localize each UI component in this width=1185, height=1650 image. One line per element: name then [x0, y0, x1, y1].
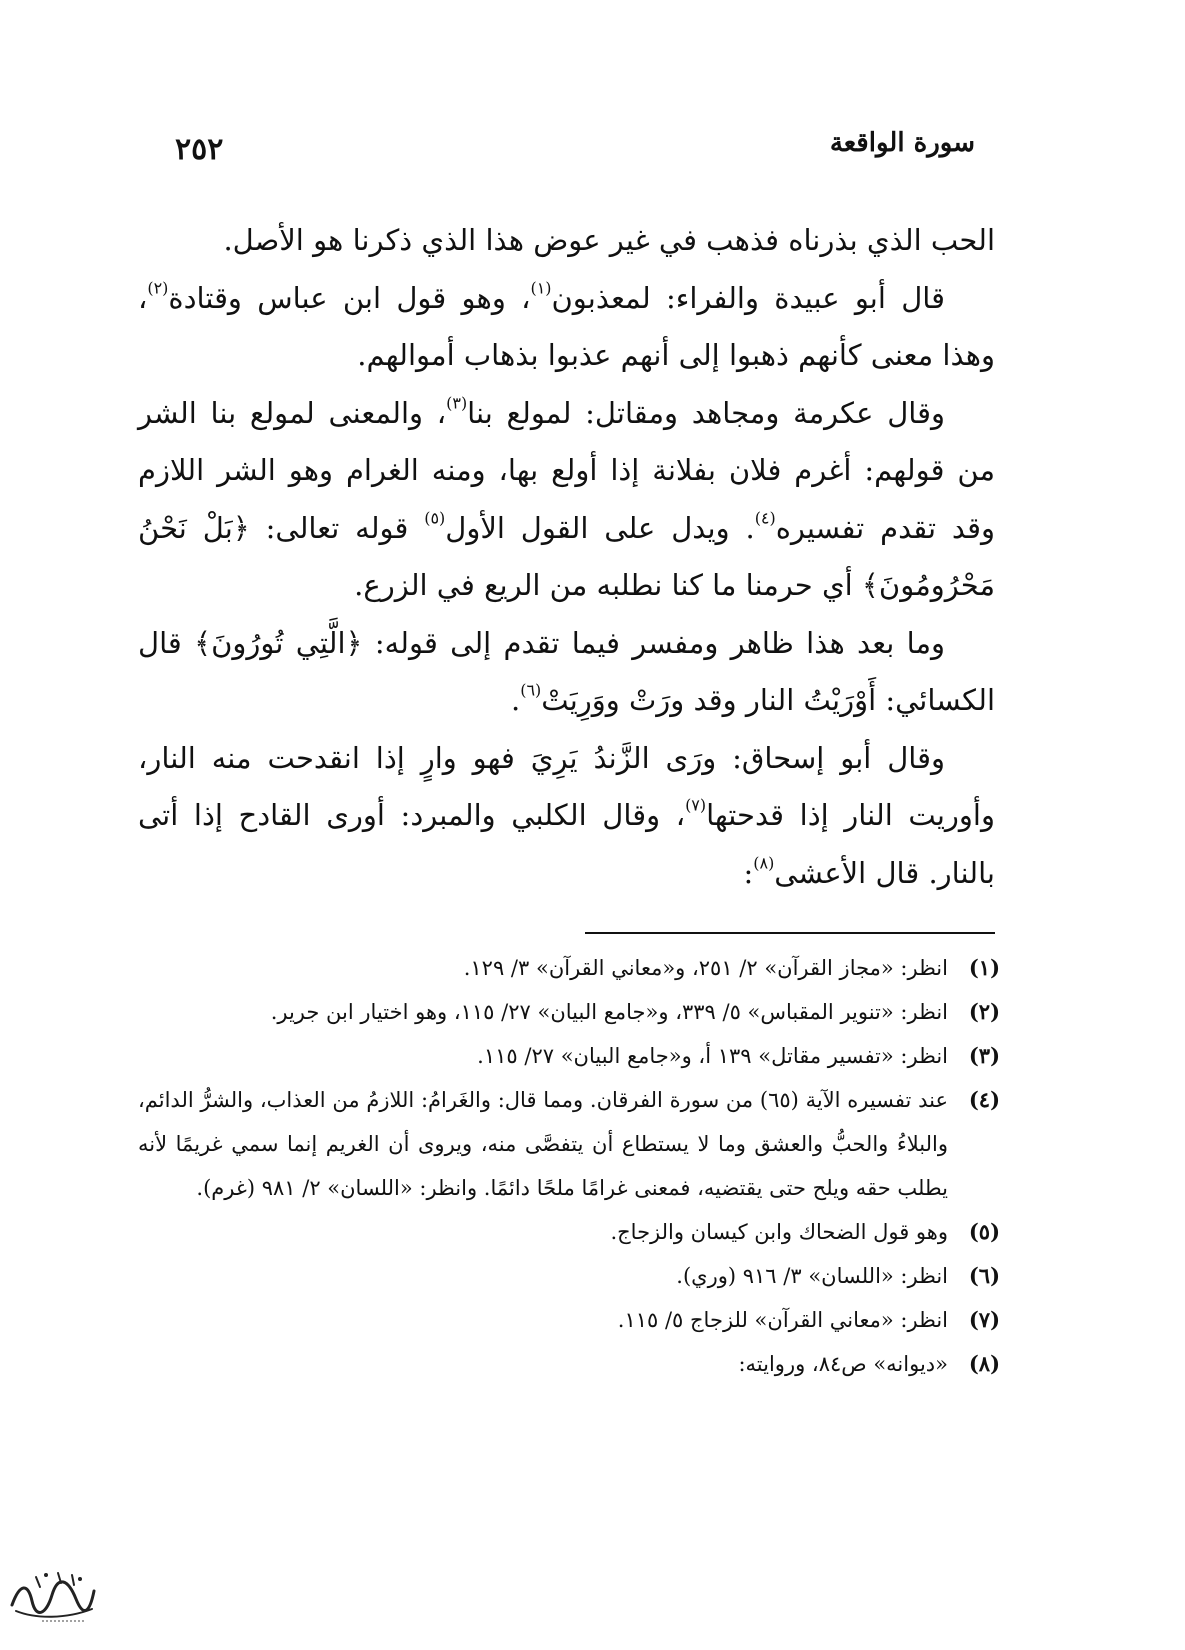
footnote-4: [138, 1078, 1000, 1210]
text-span: ، وهذا معنى كأنهم ذهبوا إلى أنهم عذبوا بذهاب أموالهم.: [138, 280, 995, 372]
footnote-7: [138, 1298, 1000, 1342]
page-header: [175, 112, 975, 172]
paragraph-1: الحب الذي بذرناه فذهب في غير عوض هذا الذي ذكرنا هو الأصل.: [223, 223, 995, 257]
footnote-number: (٤): [968, 1087, 1000, 1112]
paragraph-5: [138, 730, 995, 903]
surah-title: سورة الواقعة: [829, 128, 975, 158]
main-text: [138, 212, 995, 902]
footnote-text: انظر: «مجاز القرآن» ٢/ ٢٥١، و«معاني القرآن» ٣/ ١٢٩.: [463, 956, 948, 980]
footnote-ref-6[interactable]: (٦): [520, 680, 542, 700]
footnote-text: عند تفسيره الآية (٦٥) من سورة الفرقان. ومما قال: والغَرامُ: اللازمُ من العذاب، والشرُّ الدائم، والبلاءُ والحبُّ والعشق وما لا يستطاع أن يتفصَّى منه، ويروى أن الغريم إنما سمي غريمًا لأنه يطلب حقه ويلح حتى يقتضيه، فمعنى غرامًا ملحًا دائمًا. وانظر: «اللسان» ٢/ ٩٨١ (غرم).: [138, 1088, 948, 1200]
footnote-5: [138, 1210, 1000, 1254]
text-span: وقال أبو إسحاق: ورَى الزَّندُ يَرِيَ فهو وارٍ إذا انقدحت منه النار، وأوريت النار إذا قدحتها: [138, 740, 995, 832]
text-span: قوله تعالى: ﴿بَلْ نَحْنُ مَحْرُومُونَ﴾ أي حرمنا ما كنا نطلبه من الريع في الزرع.: [138, 510, 995, 602]
text-span: ، وهو قول ابن عباس وقتادة: [168, 280, 531, 315]
paragraph-3: [138, 385, 995, 615]
footnote-text: انظر: «تنوير المقباس» ٥/ ٣٣٩، و«جامع البيان» ٢٧/ ١١٥، وهو اختيار ابن جرير.: [270, 1000, 948, 1024]
footnote-ref-7[interactable]: (٧): [685, 795, 707, 815]
text-span: . ويدل على القول الأول: [445, 510, 755, 545]
footnote-3: [138, 1034, 1000, 1078]
text-span: ، والمعنى لمولع بنا الشر من قولهم: أغرم فلان بفلانة إذا أولع بها، ومنه الغرام وهو الشر اللازم وقد تقدم تفسيره: [138, 395, 995, 545]
text-span: :: [743, 855, 754, 890]
footnote-ref-5[interactable]: (٥): [424, 508, 446, 528]
footnote-text: «ديوانه» ص٨٤، وروايته:: [738, 1352, 948, 1376]
footnote-separator: [585, 932, 995, 934]
footnote-number: (٧): [968, 1307, 1000, 1332]
paragraph-4: [138, 615, 995, 730]
footnote-6: [138, 1254, 1000, 1298]
footnote-8: [138, 1342, 1000, 1386]
footnote-text: انظر: «تفسير مقاتل» ١٣٩ أ، و«جامع البيان» ٢٧/ ١١٥.: [477, 1044, 948, 1068]
footnote-number: (٨): [968, 1351, 1000, 1376]
footnote-number: (١): [968, 955, 1000, 980]
footnotes: [138, 946, 1000, 1386]
text-span: وما بعد هذا ظاهر ومفسر فيما تقدم إلى قوله: ﴿الَّتِي تُورُونَ﴾ قال الكسائي: أَوْرَيْتُ النار وقد ورَتْ ووَرِيَتْ: [138, 625, 995, 717]
publisher-logo: [6, 1565, 98, 1627]
footnote-ref-4[interactable]: (٤): [754, 508, 776, 528]
footnote-ref-8[interactable]: (٨): [753, 853, 775, 873]
text-span: ، وقال الكلبي والمبرد: أورى القادح إذا أتى بالنار. قال الأعشى: [138, 798, 995, 890]
footnote-1: [138, 946, 1000, 990]
footnote-number: (٢): [968, 999, 1000, 1024]
text-span: قال أبو عبيدة والفراء: لمعذبون: [551, 280, 946, 315]
footnote-number: (٥): [968, 1219, 1000, 1244]
text-span: .: [511, 683, 521, 717]
footnote-number: (٦): [968, 1263, 1000, 1288]
footnote-ref-3[interactable]: (٣): [446, 393, 468, 413]
footnote-text: انظر: «اللسان» ٣/ ٩١٦ (وري).: [676, 1264, 948, 1288]
footnote-text: انظر: «معاني القرآن» للزجاج ٥/ ١١٥.: [617, 1308, 948, 1332]
text-span: وقال عكرمة ومجاهد ومقاتل: لمولع بنا: [467, 395, 945, 430]
footnote-ref-1[interactable]: (١): [530, 278, 552, 298]
footnote-number: (٣): [968, 1043, 1000, 1068]
footnote-2: [138, 990, 1000, 1034]
page-number: ٢٥٢: [175, 132, 224, 167]
footnote-ref-2[interactable]: (٢): [147, 278, 169, 298]
footnote-text: وهو قول الضحاك وابن كيسان والزجاج.: [610, 1220, 948, 1244]
paragraph-2: [138, 270, 995, 385]
